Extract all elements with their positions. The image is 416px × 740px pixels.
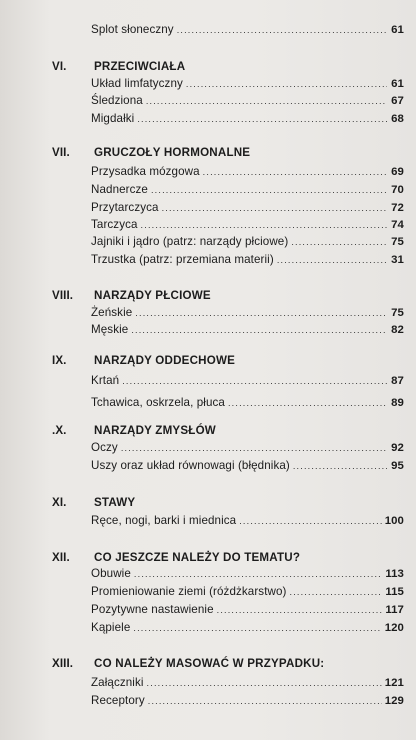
dot-leader	[239, 516, 381, 526]
toc-entry	[91, 694, 404, 714]
entry-page-number: 67	[391, 95, 404, 107]
toc-entry	[91, 396, 404, 416]
section-heading	[52, 657, 392, 677]
section-number: VIII.	[52, 289, 74, 302]
entry-label: Pozytywne nastawienie	[91, 603, 214, 616]
dot-leader	[131, 325, 387, 335]
dot-leader	[290, 587, 383, 597]
entry-page-number: 75	[391, 236, 404, 248]
toc-entry	[91, 585, 404, 605]
entry-label: Śledziona	[91, 94, 143, 107]
section-number: XII.	[52, 551, 70, 564]
entry-page-number: 121	[384, 677, 404, 689]
entry-page-number: 120	[384, 622, 404, 634]
toc-entry	[91, 459, 404, 479]
dot-leader	[203, 167, 387, 177]
entry-page-number: 117	[385, 604, 404, 616]
entry-label: Męskie	[91, 323, 129, 336]
entry-page-number: 115	[385, 586, 404, 598]
dot-leader	[135, 308, 387, 318]
dot-leader	[122, 376, 387, 386]
dot-leader	[148, 696, 382, 706]
entry-label: Przysadka mózgowa	[91, 165, 200, 178]
entry-label: Splot słoneczny	[91, 23, 174, 36]
dot-leader	[177, 25, 387, 35]
entry-page-number: 74	[391, 219, 404, 231]
dot-leader	[141, 220, 387, 230]
entry-page-number: 61	[391, 78, 404, 90]
toc-entry	[91, 323, 404, 343]
entry-label: Ręce, nogi, barki i miednica	[91, 514, 237, 527]
entry-page-number: 89	[391, 397, 404, 409]
entry-label: Jajniki i jądro (patrz: narządy płciowe)	[91, 235, 289, 248]
section-title: STAWY	[94, 496, 136, 509]
section-title: NARZĄDY ZMYSŁÓW	[94, 424, 216, 437]
entry-page-number: 113	[385, 568, 404, 580]
section-heading	[52, 354, 392, 374]
dot-leader	[137, 114, 387, 124]
entry-page-number: 68	[391, 113, 404, 125]
section-number: IX.	[52, 354, 67, 367]
entry-page-number: 61	[391, 24, 404, 36]
dot-leader	[134, 569, 382, 579]
entry-page-number: 70	[391, 184, 404, 196]
section-title: CO NALEŻY MASOWAĆ W PRZYPADKU:	[94, 657, 325, 670]
entry-label: Kąpiele	[91, 621, 131, 634]
section-number: XI.	[52, 496, 67, 509]
dot-leader	[217, 605, 383, 615]
section-title: NARZĄDY PŁCIOWE	[94, 289, 211, 302]
section-title: CO JESZCZE NALEŻY DO TEMATU?	[94, 551, 301, 564]
entry-page-number: 69	[391, 166, 404, 178]
toc-entry	[91, 253, 404, 273]
dot-leader	[121, 443, 387, 453]
toc-entry	[91, 676, 404, 696]
toc-entry	[91, 514, 404, 534]
toc-entry	[91, 374, 404, 394]
toc-entry	[91, 567, 404, 587]
dot-leader	[293, 461, 387, 471]
toc-entry	[91, 621, 404, 641]
entry-label: Promieniowanie ziemi (różdżkarstwo)	[91, 585, 287, 598]
toc-entry	[91, 603, 404, 623]
entry-page-number: 92	[391, 442, 404, 454]
entry-page-number: 75	[391, 307, 404, 319]
entry-label: Receptory	[91, 694, 145, 707]
entry-label: Nadnercze	[91, 183, 148, 196]
dot-leader	[147, 678, 382, 688]
toc-entry	[91, 112, 404, 132]
entry-label: Trzustka (patrz: przemiana materii)	[91, 253, 274, 266]
section-number: .X.	[52, 424, 67, 437]
dot-leader	[151, 185, 387, 195]
entry-label: Migdałki	[91, 112, 135, 125]
section-title: PRZECIWCIAŁA	[94, 60, 186, 73]
entry-page-number: 82	[391, 324, 404, 336]
dot-leader	[291, 237, 387, 247]
dot-leader	[146, 96, 387, 106]
section-number: VII.	[52, 146, 70, 159]
section-title: NARZĄDY ODDECHOWE	[94, 354, 236, 367]
section-number: VI.	[52, 60, 67, 73]
toc-entry	[91, 23, 404, 43]
dot-leader	[162, 203, 387, 213]
section-number: XIII.	[52, 657, 74, 670]
section-heading	[52, 146, 392, 166]
toc-entry	[91, 94, 404, 114]
entry-page-number: 72	[391, 202, 404, 214]
section-title: GRUCZOŁY HORMONALNE	[94, 146, 251, 159]
entry-label: Obuwie	[91, 567, 131, 580]
dot-leader	[277, 255, 387, 265]
section-heading	[52, 496, 392, 516]
entry-label: Oczy	[91, 441, 118, 454]
toc-entry	[91, 183, 404, 203]
entry-label: Załączniki	[91, 676, 144, 689]
entry-page-number: 31	[391, 254, 404, 266]
toc-entry	[91, 235, 404, 255]
entry-label: Układ limfatyczny	[91, 77, 183, 90]
entry-label: Przytarczyca	[91, 201, 159, 214]
entry-label: Tchawica, oskrzela, płuca	[91, 396, 225, 409]
entry-page-number: 100	[384, 515, 404, 527]
dot-leader	[133, 623, 381, 633]
entry-page-number: 95	[391, 460, 404, 472]
dot-leader	[228, 398, 387, 408]
entry-page-number: 129	[384, 695, 404, 707]
dot-leader	[186, 79, 387, 89]
entry-label: Krtań	[91, 374, 120, 387]
entry-label: Żeńskie	[91, 306, 133, 319]
toc-entry	[91, 165, 404, 185]
entry-label: Uszy oraz układ równowagi (błędnika)	[91, 459, 290, 472]
toc-entry	[91, 441, 404, 461]
entry-label: Tarczyca	[91, 218, 138, 231]
entry-page-number: 87	[391, 375, 404, 387]
